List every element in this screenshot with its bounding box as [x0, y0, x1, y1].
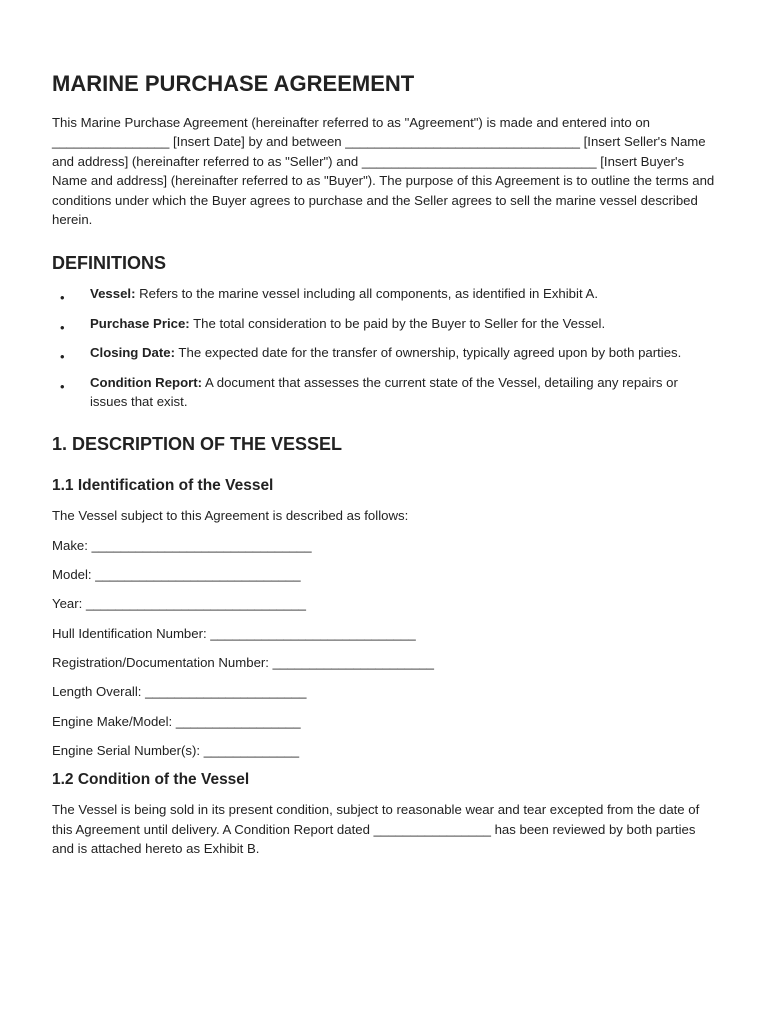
definition-text: Refers to the marine vessel including all components, as identified in Exhibit A. [135, 286, 599, 302]
section-1-2-heading: 1.2 Condition of the Vessel [52, 771, 250, 789]
document-title: MARINE PURCHASE AGREEMENT [52, 71, 415, 96]
field-year: Year: ______________________________ [52, 596, 306, 612]
definitions-heading: DEFINITIONS [52, 253, 167, 274]
definition-item [52, 373, 718, 412]
field-make: Make: ______________________________ [52, 537, 312, 553]
definition-text: The expected date for the transfer of ownership, typically agreed upon by both parties. [175, 345, 682, 361]
field-length-overall: Length Overall: ______________________ [52, 684, 307, 700]
definition-term: Purchase Price: [90, 315, 190, 331]
definitions-list [52, 284, 718, 411]
definition-item [52, 343, 718, 365]
definition-term: Vessel: [90, 286, 136, 302]
definition-item [52, 314, 718, 333]
bullet-icon: • [60, 319, 65, 335]
field-model: Model: ____________________________ [52, 567, 301, 583]
definition-term: Condition Report: [90, 374, 203, 390]
field-engine-make-model: Engine Make/Model: _________________ [52, 713, 301, 729]
section-1-2-paragraph: The Vessel is being sold in its present condition, subject to reasonable wear and tear excepted from the date of this Agreement until delivery. A Condition Report dated ________________ has been reviewed by both parties and is attached hereto as Exhibit B. [52, 802, 700, 857]
section-1-1-intro: The Vessel subject to this Agreement is described as follows: [52, 508, 409, 524]
definition-text: A document that assesses the current state of the Vessel, detailing any repairs or issues that exist. [90, 374, 678, 410]
field-registration: Registration/Documentation Number: ______________________ [52, 654, 434, 670]
definition-term: Closing Date: [90, 345, 175, 361]
document-page [52, 70, 718, 858]
bullet-icon: • [60, 349, 65, 365]
intro-paragraph: This Marine Purchase Agreement (hereinafter referred to as "Agreement") is made and entered into on ________________ [Insert Date] by and between ________________________________ [Insert Seller's Name and address] (hereinafter referred to as "Seller") and ________________________________ [Insert Buyer's Name and address] (hereinafter referred to as "Buyer"). The purpose of this Agreement is to outline the terms and conditions under which the Buyer agrees to purchase and the Seller agrees to sell the marine vessel described herein. [52, 115, 715, 228]
bullet-icon: • [60, 290, 65, 306]
definition-item [52, 284, 718, 306]
bullet-icon: • [60, 378, 65, 394]
section-1-1-heading: 1.1 Identification of the Vessel [52, 477, 274, 495]
field-hull-id: Hull Identification Number: ____________________________ [52, 625, 416, 641]
section-1-heading: 1. DESCRIPTION OF THE VESSEL [52, 434, 343, 455]
definition-text: The total consideration to be paid by the Buyer to Seller for the Vessel. [189, 315, 606, 331]
field-engine-serial: Engine Serial Number(s): _____________ [52, 742, 300, 758]
